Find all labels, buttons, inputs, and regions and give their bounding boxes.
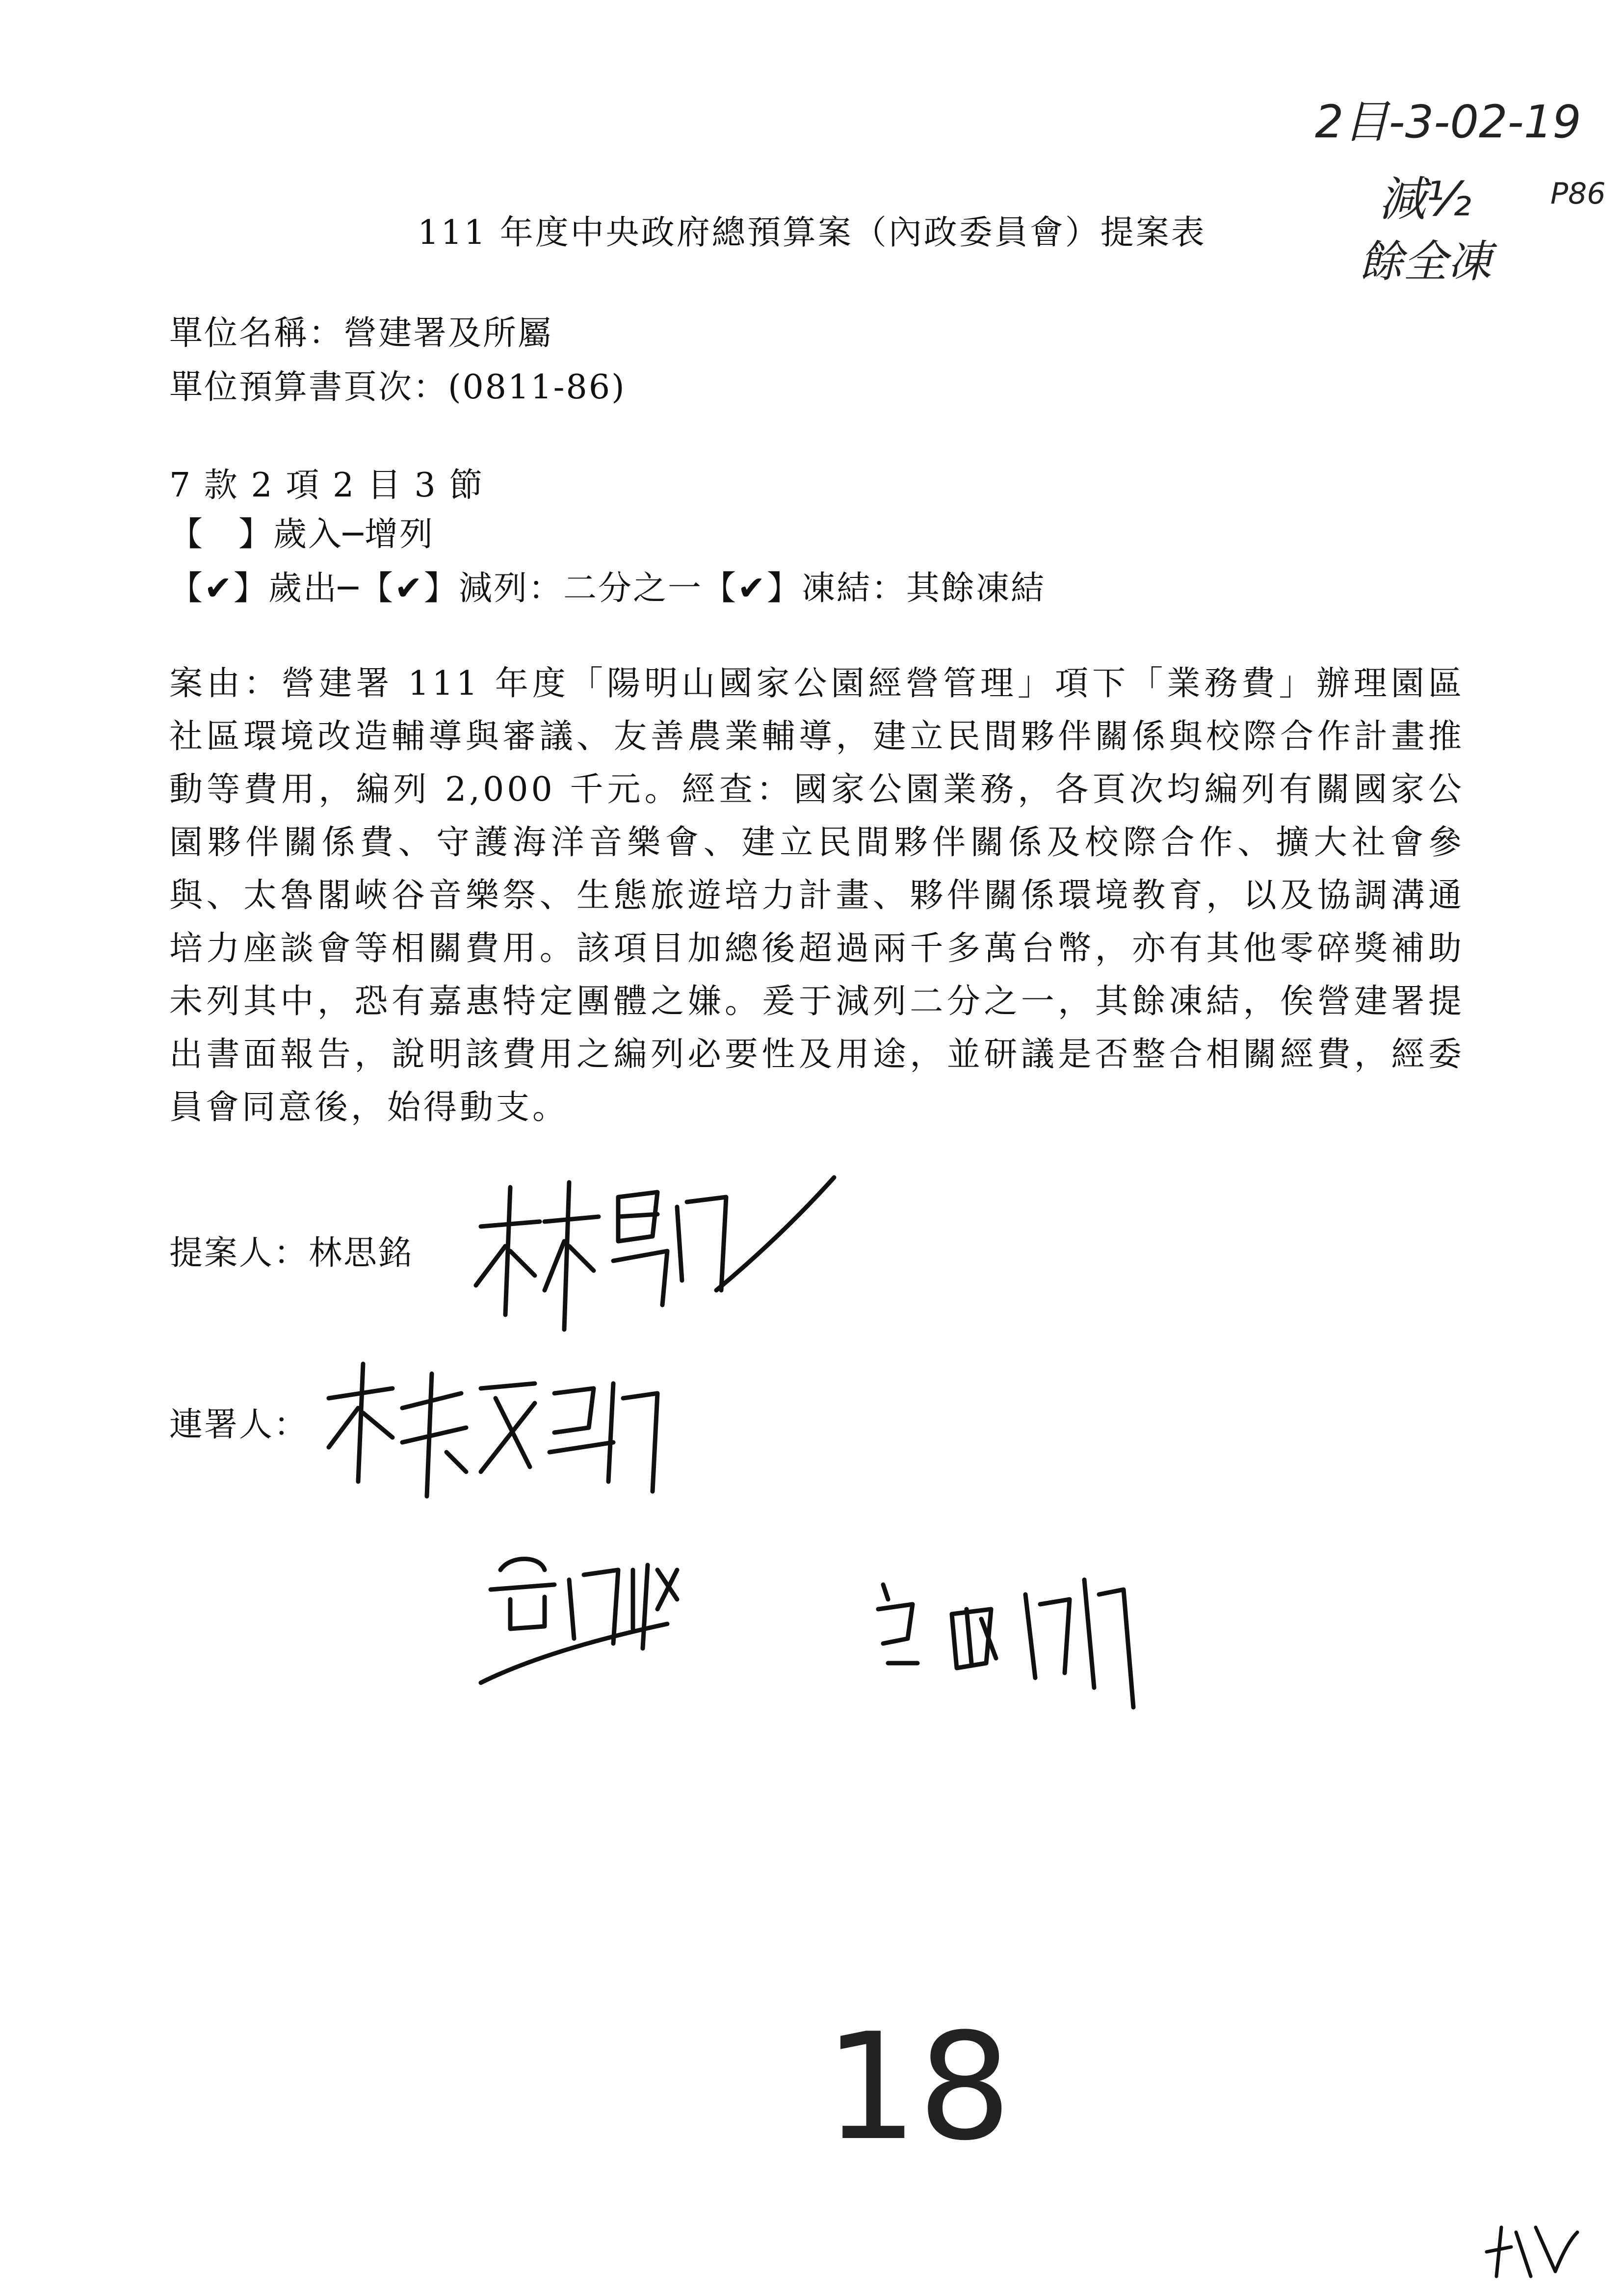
expense-part-3: 凍結：其餘凍結	[802, 569, 1046, 608]
cosigner-label: 連署人：	[169, 1406, 309, 1444]
revenue-line	[169, 508, 434, 555]
proposer-label: 提案人：林思銘	[169, 1234, 414, 1273]
page-number: 18	[824, 2002, 1012, 2173]
handwritten-code: 2目-3-02-19	[1315, 96, 1581, 148]
check-icon: ✔	[394, 569, 424, 608]
initials-mark	[1482, 2218, 1580, 2288]
unit-name: 單位名稱：營建署及所屬	[169, 314, 553, 353]
section-code: 7 款 2 項 2 目 3 節	[169, 466, 484, 505]
check-icon: ✔	[737, 569, 767, 608]
expense-line	[169, 562, 1046, 609]
handwritten-page-ref: P86	[1550, 177, 1606, 211]
revenue-label: 歲入─增列	[273, 515, 434, 554]
expense-checkbox-3: 【✔】	[703, 569, 802, 608]
expense-checkbox-1: 【✔】	[169, 569, 269, 608]
cosigner-signature-1	[319, 1354, 662, 1513]
document-title: 111 年度中央政府總預算案（內政委員會）提案表	[418, 213, 1206, 252]
cosigner-signature-2	[471, 1540, 746, 1704]
reason-text: 案由：營建署 111 年度「陽明山國家公園經營管理」項下「業務費」辦理園區社區環境改造輔導與審議、友善農業輔導，建立民間夥伴關係與校際合作計畫推動等費用，編列 2,000 千元。經查：國家公園業務，各頁次均編列有關國家公園夥伴關係費、守護海洋音樂會、建立民間夥伴關係及校際合作、擴大社會參與、太魯閣峽谷音樂祭、生態旅遊培力計畫、夥伴關係環境教育，以及協調溝通培力座談會等相關費用。該項目加總後超過兩千多萬台幣，亦有其他零碎獎補助未列其中，恐有嘉惠特定團體之嫌。爰于減列二分之一，其餘凍結，俟營建署提出書面報告，說明該費用之編列必要性及用途，並研議是否整合相關經費，經委員會同意後，始得動支。	[169, 664, 1465, 1127]
cosigner-signature-3	[868, 1565, 1143, 1714]
revenue-bracket-close: 】	[238, 515, 274, 554]
revenue-bracket-open: 【	[169, 515, 205, 554]
check-icon: ✔	[204, 569, 234, 608]
proposer-signature	[471, 1168, 844, 1366]
expense-part-2: 減列：二分之一	[458, 569, 703, 608]
reason-paragraph	[169, 657, 1465, 1134]
handwritten-reduce-note: 減½	[1379, 172, 1472, 227]
expense-part-1: 歲出─	[268, 569, 360, 608]
handwritten-freeze-note: 餘全凍	[1359, 236, 1492, 287]
expense-checkbox-2: 【✔】	[359, 569, 459, 608]
budget-page: 單位預算書頁次：(0811-86)	[169, 368, 626, 407]
